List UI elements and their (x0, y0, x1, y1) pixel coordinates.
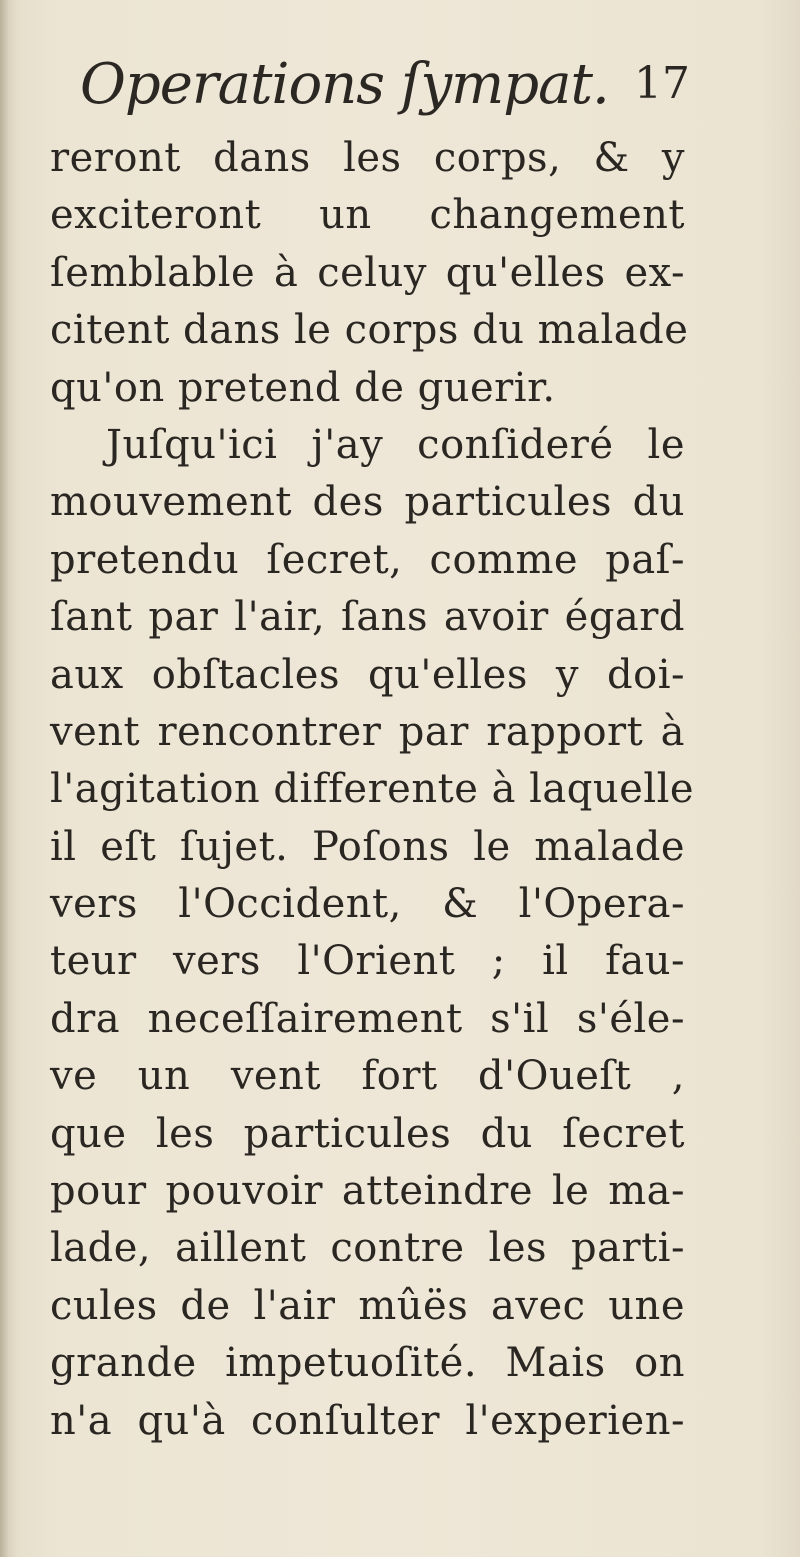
text-line: qu'on pretend de guerir. (50, 364, 556, 411)
text-line: que les particules du ſecret (50, 1110, 685, 1157)
text-line: pretendu ſecret, comme paſ- (50, 536, 685, 583)
text-line: aux obſtacles qu'elles y doi- (50, 651, 685, 698)
text-line: teur vers l'Orient ; il fau- (50, 938, 685, 985)
page-header (80, 52, 690, 132)
text-line: ſemblable à celuy qu'elles ex- (50, 249, 685, 296)
running-title: Operations ſympat. (80, 52, 609, 117)
text-line: exciteront un changement (50, 192, 685, 239)
text-line: citent dans le corps du malade (50, 307, 689, 354)
text-line: vent rencontrer par rapport à (50, 708, 685, 755)
page-body-text (50, 130, 695, 1450)
text-line: mouvement des particules du (50, 479, 685, 526)
text-line: reront dans les corps, & y (50, 135, 685, 181)
text-line: l'agitation differente à laquelle (50, 766, 695, 813)
text-line: ve un vent fort d'Oueſt , (50, 1053, 685, 1100)
text-line: Juſqu'ici j'ay conſideré le (106, 421, 685, 468)
text-line: n'a qu'à conſulter l'experien- (50, 1397, 685, 1444)
text-line: vers l'Occident, & l'Opera- (50, 881, 685, 928)
text-line: il eſt ſujet. Poſons le malade (50, 823, 685, 870)
text-line: pour pouvoir atteindre le ma- (50, 1168, 685, 1215)
text-line: ſant par l'air, ſans avoir égard (50, 594, 685, 641)
page-gutter (0, 0, 8, 1557)
text-line: cules de l'air mûës avec une (50, 1282, 685, 1329)
page-number: 17 (634, 58, 690, 109)
text-line: dra neceſſairement s'il s'éle- (50, 995, 685, 1042)
text-line: grande impetuoſité. Mais on (50, 1340, 685, 1387)
text-line: lade, aillent contre les parti- (50, 1225, 685, 1272)
